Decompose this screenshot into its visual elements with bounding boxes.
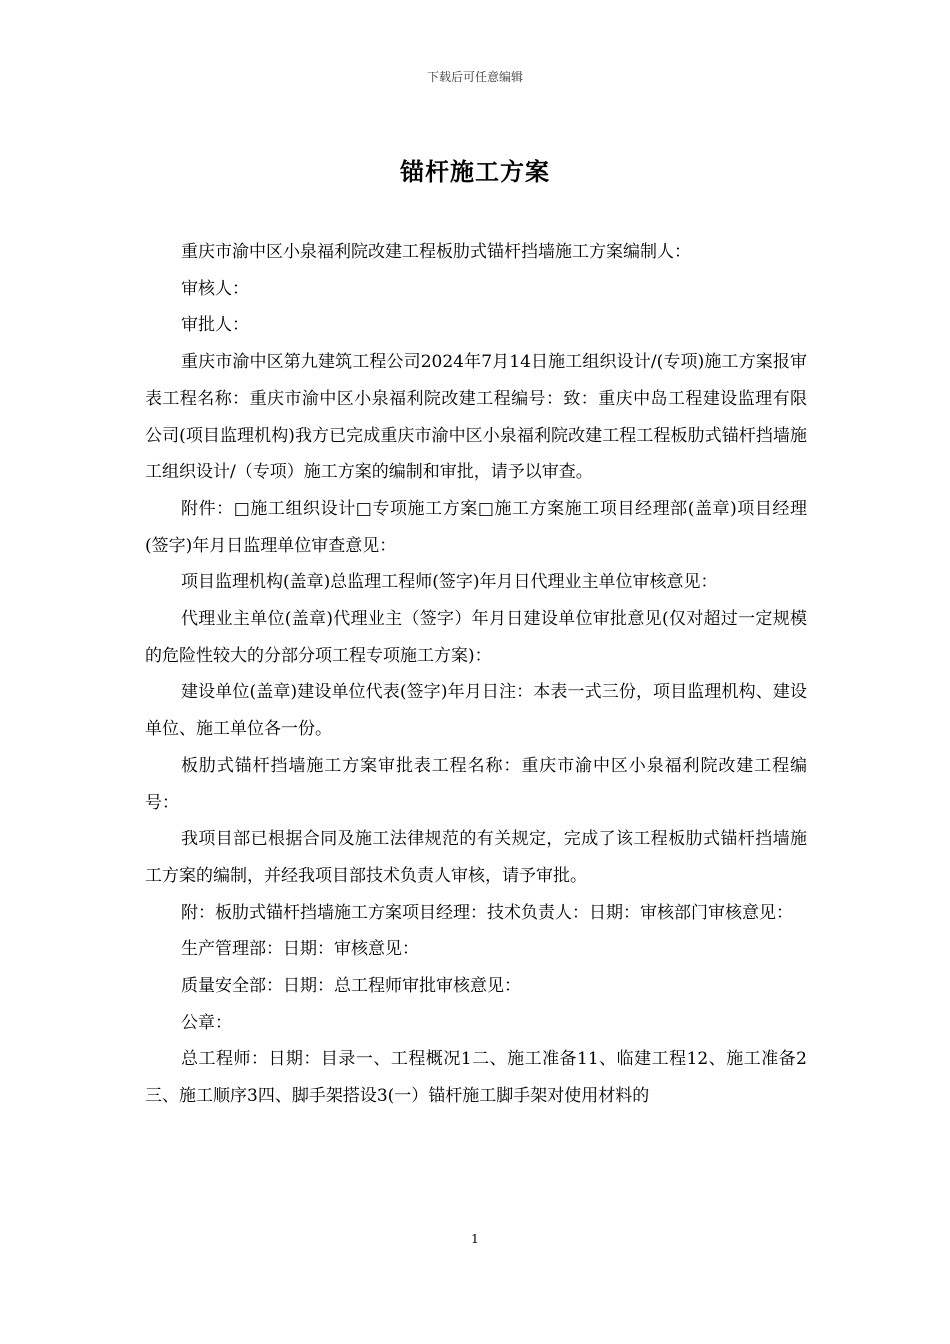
paragraph: 质量安全部：日期：总工程师审批审核意见：	[181, 976, 521, 997]
page-number: 1	[471, 1232, 479, 1246]
paragraph: 公章：	[181, 1012, 232, 1033]
paragraph: 我项目部已根据合同及施工法律规范的有关规定，完成了该工程板肋式锚杆挡墙施工方案的编制，并经我项目部技术负责人审核，请予审批。	[145, 829, 807, 886]
document-body	[145, 234, 807, 1115]
paragraph: 建设单位(盖章)建设单位代表(签字)年月日注：本表一式三份，项目监理机构、建设单位、施工单位各一份。	[145, 682, 807, 740]
paragraph: 审批人：	[181, 315, 249, 336]
paragraph: 附：板肋式锚杆挡墙施工方案项目经理：技术负责人：日期：审核部门审核意见：	[181, 902, 793, 923]
paragraph: 重庆市渝中区小泉福利院改建工程板肋式锚杆挡墙施工方案编制人：	[181, 242, 691, 262]
paragraph: 总工程师：日期：目录一、工程概况1二、施工准备11、临建工程12、施工准备2三、施工顺序3四、脚手架搭设3(一）锚杆施工脚手架对使用材料的	[145, 1049, 807, 1107]
document-title: 锚杆施工方案	[400, 157, 550, 186]
header-note: 下载后可任意编辑	[426, 70, 523, 84]
paragraph: 代理业主单位(盖章)代理业主（签字）年月日建设单位审批意见(仅对超过一定规模的危险性较大的分部分项工程专项施工方案)：	[145, 609, 807, 666]
paragraph: 审核人：	[181, 278, 249, 299]
paragraph: 附件：□施工组织设计□专项施工方案□施工方案施工项目经理部(盖章)项目经理(签字)年月日监理单位审查意见：	[145, 498, 807, 556]
paragraph: 项目监理机构(盖章)总监理工程师(签字)年月日代理业主单位审核意见：	[181, 572, 718, 593]
paragraph: 板肋式锚杆挡墙施工方案审批表工程名称：重庆市渝中区小泉福利院改建工程编号：	[145, 755, 807, 813]
paragraph: 生产管理部：日期：审核意见：	[181, 939, 419, 960]
paragraph: 重庆市渝中区第九建筑工程公司2024年7月14日施工组织设计/(专项)施工方案报审表工程名称：重庆市渝中区小泉福利院改建工程编号：致：重庆中岛工程建设监理有限公司(项目监理机构)我方已完成重庆市渝中区小泉福利院改建工程工程板肋式锚杆挡墙施工组织设计/（专项）施工方案的编制和审批，请予以审查。	[145, 352, 807, 483]
